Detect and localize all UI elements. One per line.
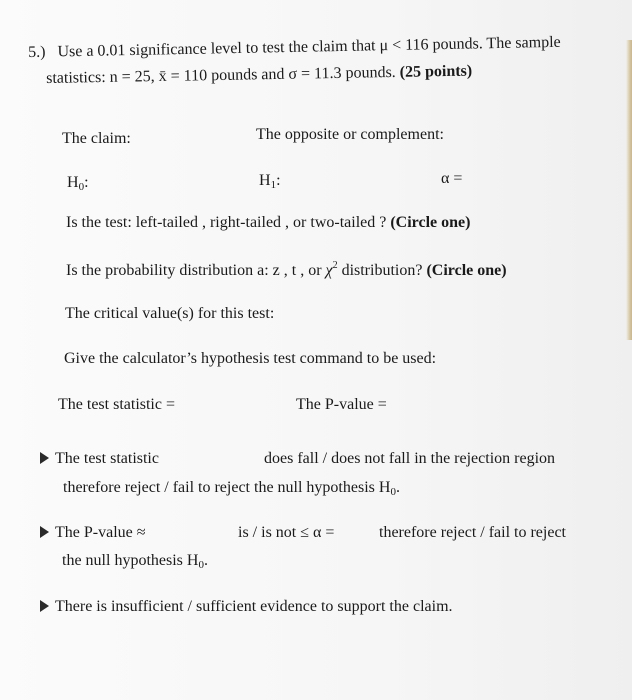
opposite-label: The opposite or complement: [256,126,444,143]
p-value-label: The P-value = [296,396,387,413]
tail-question: Is the test: left-tailed , right-tailed , or two-tailed ? (Circle one) [66,214,471,231]
page-edge-shadow [626,40,632,340]
question-points: (25 points) [399,62,473,81]
tail-circle-instruction: (Circle one) [390,214,471,231]
bullet-evidence: There is insufficient / sufficient evidence to support the claim. [40,598,453,616]
bullet-arrow-icon [40,526,49,538]
question-text-b: statistics: n = 25, x̄ = 110 pounds and σ = 11.3 pounds. [46,63,396,87]
question-number: 5.) [28,43,46,61]
alt-hypothesis-label: $H_1$: [259,172,281,191]
question-line-2 [46,63,472,88]
question-line-1 [28,34,561,62]
critical-value-prompt: The critical value(s) for this test: [65,305,275,322]
chi-symbol: χ [325,262,333,279]
alpha-label: α = [441,170,463,187]
p-value-comparison-choice: is / is not ≤ α = [238,524,335,541]
bullet-arrow-icon [40,452,49,464]
bullet-p-value: The P-value ≈ [40,524,146,542]
distribution-circle-instruction: (Circle one) [426,262,507,279]
distribution-question: Is the probability distribution a: z , t , or $\chi^2$ distribution? (Circle one) [66,260,507,279]
question-text-a: Use a 0.01 significance level to test the claim that μ < 116 pounds. The sample [57,33,561,61]
rejection-region-choice: does fall / does not fall in the rejection region [264,450,556,467]
p-value-reject-choice: therefore reject / fail to reject [379,524,566,541]
null-hypothesis-label: $H_0$: [67,174,89,193]
bullet-test-statistic: The test statistic [40,450,159,468]
test-statistic-label: The test statistic = [58,396,175,413]
bullet2-conclusion: the null hypothesis $H_0$. [62,552,208,571]
bullet1-conclusion: therefore reject / fail to reject the null hypothesis $H_0$. [63,479,400,498]
calculator-command-prompt: Give the calculator’s hypothesis test command to be used: [64,350,437,367]
claim-label: The claim: [62,130,131,147]
bullet-arrow-icon [40,600,49,612]
